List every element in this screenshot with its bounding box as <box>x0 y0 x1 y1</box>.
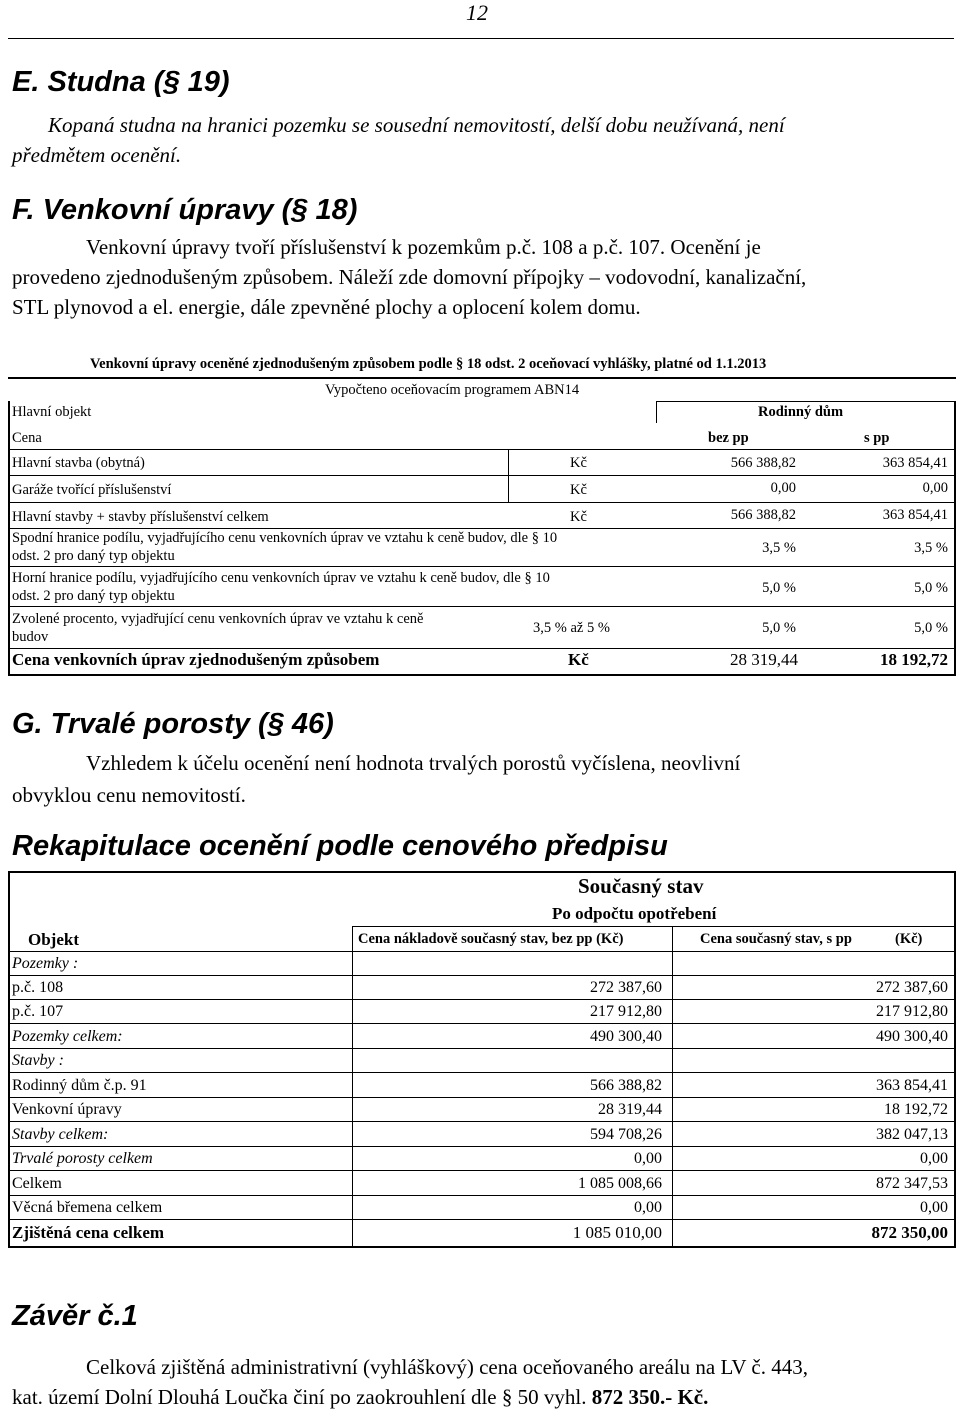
row-total-buildings-unit: Kč <box>570 509 587 525</box>
page-number: 12 <box>466 0 488 25</box>
recap-after-depreciation: Po odpočtu opotřebení <box>552 904 717 923</box>
col-without-pp: bez pp <box>708 430 749 446</box>
row-main-building-unit: Kč <box>570 455 587 471</box>
col-with-pp: s pp <box>864 430 890 446</box>
total-outdoor-s: 18 192,72 <box>880 650 948 669</box>
recap-row-value-b: 18 192,72 <box>884 1101 948 1118</box>
recap-row-label: Pozemky : <box>12 955 79 972</box>
row-main-building-bez: 566 388,82 <box>730 455 796 471</box>
recap-col-a: Cena nákladově současný stav, bez pp (Kč) <box>358 931 624 947</box>
recap-row-value-a: 594 708,26 <box>590 1126 662 1143</box>
total-outdoor-label: Cena venkovních úprav zjednodušeným způsobem <box>12 650 380 669</box>
conclusion-line1: Celková zjištěná administrativní (vyhláškový) cena oceňovaného areálu na LV č. 443, <box>86 1355 808 1379</box>
total-outdoor-bez: 28 319,44 <box>730 650 798 669</box>
recap-row-value-b: 382 047,13 <box>876 1126 948 1143</box>
recap-col-object: Objekt <box>28 930 79 949</box>
row-garage-unit: Kč <box>570 482 587 498</box>
row-garage-s: 0,00 <box>922 480 948 496</box>
recap-heading: Rekapitulace ocenění podle cenového předpisu <box>12 830 668 862</box>
recap-row-value-a: 1 085 008,66 <box>578 1175 662 1192</box>
section-e-line2: předmětem ocenění. <box>12 143 182 167</box>
recap-row-value-b: 272 387,60 <box>876 979 948 996</box>
table1-title: Venkovní úpravy oceněné zjednodušeným způsobem podle § 18 odst. 2 oceňovací vyhlášky, platné od 1.1.2013 <box>90 356 767 372</box>
upper-bound-s: 5,0 % <box>914 580 948 596</box>
recap-row-value-a: 0,00 <box>634 1199 662 1216</box>
row-garage-label: Garáže tvořící příslušenství <box>12 482 172 498</box>
main-object-label: Hlavní objekt <box>12 404 92 420</box>
section-e-line1: Kopaná studna na hranici pozemku se sousední nemovitostí, delší dobu neužívaná, není <box>48 113 785 137</box>
lower-bound-bez: 3,5 % <box>762 540 796 556</box>
recap-row-label: Trvalé porosty celkem <box>12 1150 153 1167</box>
recap-row-label: Rodinný dům č.p. 91 <box>12 1077 147 1094</box>
upper-bound-label2: odst. 2 pro daný typ objektu <box>12 588 175 604</box>
conclusion-heading: Závěr č.1 <box>12 1300 138 1332</box>
price-label: Cena <box>12 430 42 446</box>
recap-row-value-b: 872 347,53 <box>876 1175 948 1192</box>
recap-row-value-b: 0,00 <box>920 1150 948 1167</box>
recap-row-label: Venkovní úpravy <box>12 1101 122 1118</box>
section-f-line2: provedeno zjednodušeným způsobem. Náleží zde domovní přípojky – vodovodní, kanalizační, <box>12 265 807 289</box>
chosen-percent-range: 3,5 % až 5 % <box>533 620 610 636</box>
recap-state: Současný stav <box>578 874 704 898</box>
recap-row-label: Celkem <box>12 1175 62 1192</box>
recap-col-b: Cena současný stav, s pp <box>700 931 852 947</box>
row-total-buildings-s: 363 854,41 <box>882 507 948 523</box>
section-g-heading: G. Trvalé porosty (§ 46) <box>12 708 334 740</box>
row-total-buildings-bez: 566 388,82 <box>730 507 796 523</box>
recap-row-value-a: 490 300,40 <box>590 1028 662 1045</box>
main-object-value: Rodinný dům <box>758 404 844 420</box>
recap-row-value-b: 872 350,00 <box>871 1223 948 1242</box>
recap-row-value-b: 217 912,80 <box>876 1003 948 1020</box>
chosen-percent-label1: Zvolené procento, vyjadřující cenu venkovních úprav ve vztahu k ceně <box>12 611 424 627</box>
lower-bound-label2: odst. 2 pro daný typ objektu <box>12 548 175 564</box>
recap-row-value-a: 217 912,80 <box>590 1003 662 1020</box>
table1-subtitle: Vypočteno oceňovacím programem ABN14 <box>325 382 580 398</box>
recap-row-label: Stavby : <box>12 1052 64 1069</box>
chosen-percent-label2: budov <box>12 629 49 645</box>
header-rule <box>8 38 954 39</box>
conclusion-line2 <box>12 1382 708 1412</box>
recap-row-value-a: 0,00 <box>634 1150 662 1167</box>
recap-col-b-unit: (Kč) <box>895 931 923 947</box>
recap-row-value-b: 363 854,41 <box>876 1077 948 1094</box>
recap-row-value-a: 1 085 010,00 <box>572 1223 662 1242</box>
recap-row-label: p.č. 107 <box>12 1003 64 1020</box>
recap-row-value-b: 490 300,40 <box>876 1028 948 1045</box>
section-g-line2: obvyklou cenu nemovitostí. <box>12 783 246 807</box>
recap-row-label: p.č. 108 <box>12 979 64 996</box>
row-main-building-label: Hlavní stavba (obytná) <box>12 455 145 471</box>
upper-bound-label1: Horní hranice podílu, vyjadřujícího cenu venkovních úprav ve vztahu k ceně budov, dle § 10 <box>12 570 550 586</box>
upper-bound-bez: 5,0 % <box>762 580 796 596</box>
recap-row-label: Pozemky celkem: <box>12 1028 123 1045</box>
recap-row-value-b: 0,00 <box>920 1199 948 1216</box>
section-f-line3: STL plynovod a el. energie, dále zpevněné plochy a oplocení kolem domu. <box>12 295 641 319</box>
lower-bound-s: 3,5 % <box>914 540 948 556</box>
section-f-heading: F. Venkovní úpravy (§ 18) <box>12 194 358 226</box>
conclusion-line2-text: kat. území Dolní Dlouhá Loučka činí po zaokrouhlení dle § 50 vyhl. <box>12 1385 592 1409</box>
conclusion-final-price: 872 350.- Kč. <box>591 1385 709 1409</box>
recap-row-value-a: 272 387,60 <box>590 979 662 996</box>
chosen-percent-bez: 5,0 % <box>762 620 796 636</box>
recap-row-label: Věcná břemena celkem <box>12 1199 163 1216</box>
section-f-line1: Venkovní úpravy tvoří příslušenství k pozemkům p.č. 108 a p.č. 107. Ocenění je <box>86 235 761 259</box>
section-g-line1: Vzhledem k účelu ocenění není hodnota trvalých porostů vyčíslena, neovlivní <box>86 751 741 775</box>
row-garage-bez: 0,00 <box>770 480 796 496</box>
recap-row-value-a: 28 319,44 <box>598 1101 662 1118</box>
recap-row-value-a: 566 388,82 <box>590 1077 662 1094</box>
lower-bound-label1: Spodní hranice podílu, vyjadřujícího cenu venkovních úprav ve vztahu k ceně budov, dle § 10 <box>12 530 558 546</box>
recap-row-label: Stavby celkem: <box>12 1126 109 1143</box>
chosen-percent-s: 5,0 % <box>914 620 948 636</box>
section-e-heading: E. Studna (§ 19) <box>12 66 230 98</box>
recap-row-label: Zjištěná cena celkem <box>12 1223 165 1242</box>
row-total-buildings-label: Hlavní stavby + stavby příslušenství celkem <box>12 509 269 525</box>
row-main-building-s: 363 854,41 <box>882 455 948 471</box>
total-outdoor-unit: Kč <box>568 650 589 669</box>
